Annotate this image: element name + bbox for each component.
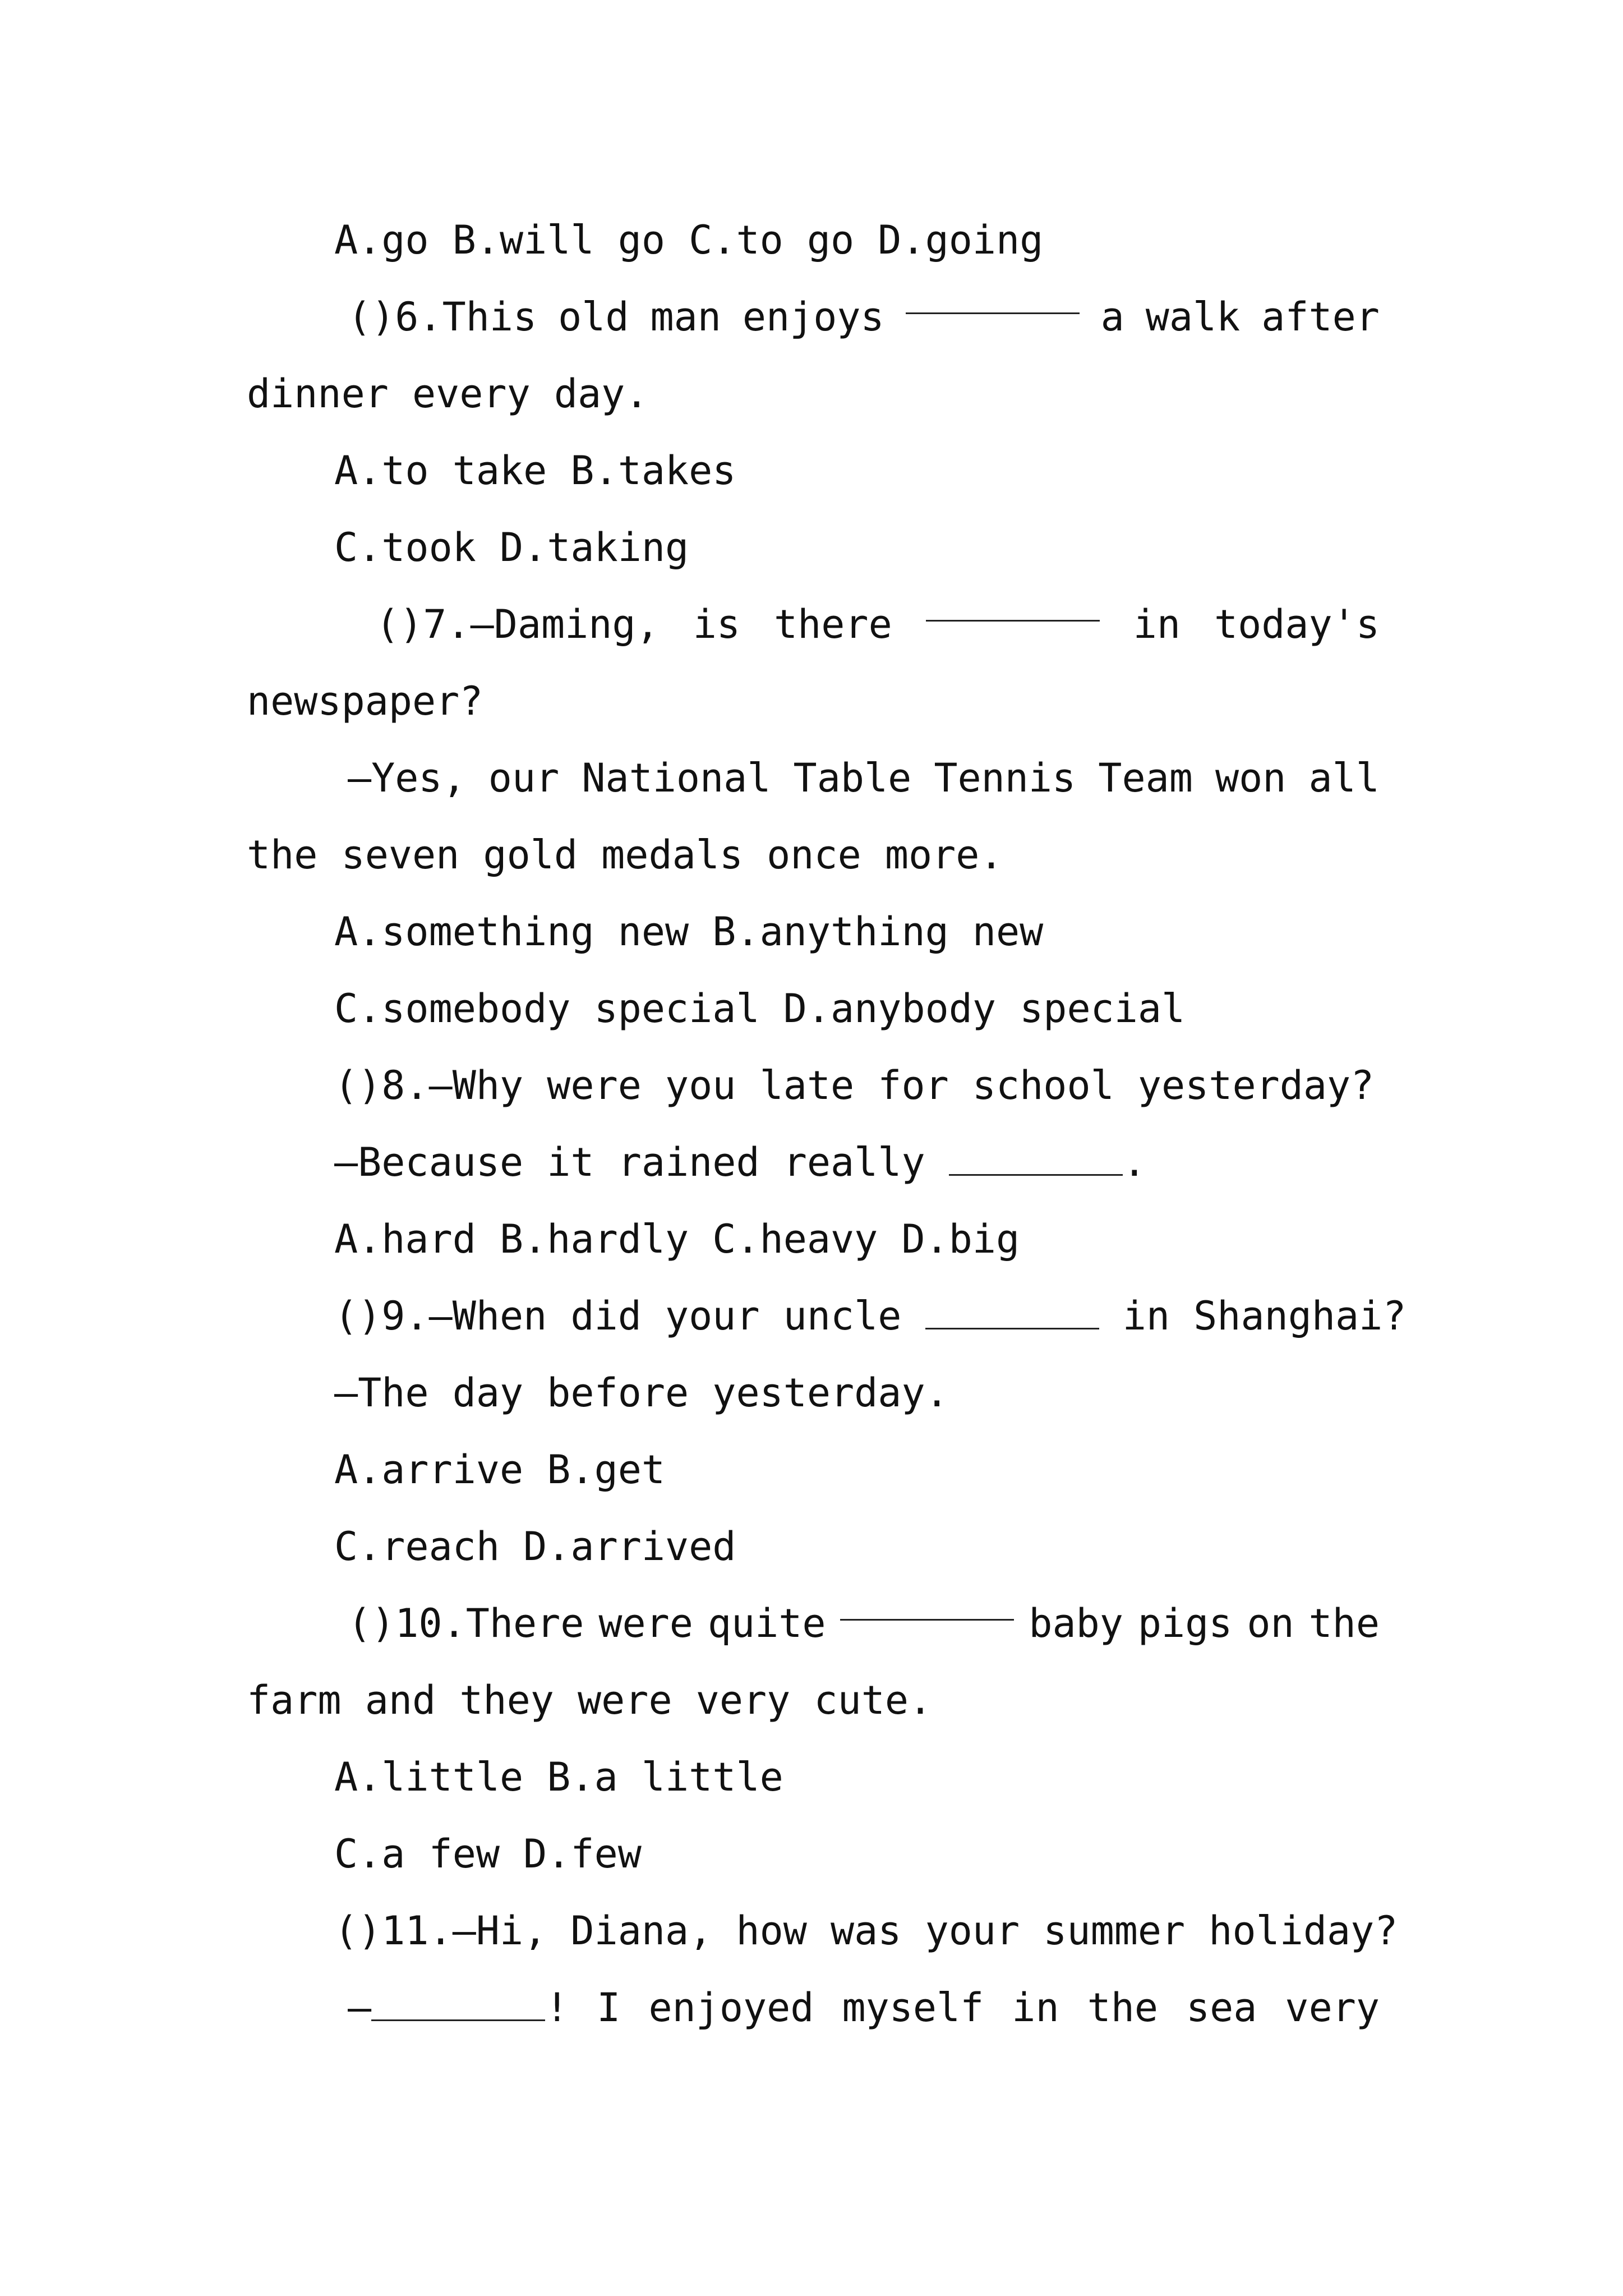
answer-blank[interactable]: [926, 586, 1100, 622]
question-7-reply-continued: the seven gold medals once more.: [247, 832, 1003, 878]
answer-blank[interactable]: [949, 1140, 1123, 1176]
word: enjoys: [742, 294, 884, 340]
question-7-line: [247, 586, 1380, 663]
question-9-options-ab: A.arrive B.get: [334, 1447, 666, 1493]
word: the: [1308, 1600, 1380, 1646]
word: man: [650, 294, 721, 340]
answer-blank[interactable]: [925, 1294, 1099, 1329]
word: is: [693, 601, 741, 647]
question-10-continued: farm and they were very cute.: [247, 1677, 933, 1723]
question-9-line: [247, 1278, 1407, 1355]
word: on: [1247, 1600, 1294, 1646]
word: ()6.This: [348, 294, 537, 340]
word: walk: [1145, 294, 1241, 340]
word: quite: [707, 1600, 826, 1646]
question-9-reply: —The day before yesterday.: [334, 1370, 949, 1416]
question-7-continued: newspaper?: [247, 678, 483, 724]
word: won: [1215, 755, 1287, 801]
answer-blank[interactable]: [371, 1986, 545, 2021]
question-8-options: A.hard B.hardly C.heavy D.big: [334, 1216, 1020, 1262]
question-10-options-ab: A.little B.a little: [334, 1754, 783, 1800]
word: were: [598, 1600, 693, 1646]
question-8-reply: [247, 1124, 1380, 1201]
question-9-options-cd: C.reach D.arrived: [334, 1524, 736, 1570]
word: old: [558, 294, 629, 340]
word: there: [774, 601, 892, 647]
word: pigs: [1137, 1600, 1233, 1646]
word: myself: [842, 1985, 984, 2031]
question-11-reply: [247, 1970, 1380, 2046]
word: — !: [348, 1985, 569, 2031]
question-8-line: ()8.—Why were you late for school yesterday?: [334, 1062, 1375, 1108]
word: a: [1100, 294, 1124, 340]
question-10-line: [247, 1585, 1380, 1662]
question-11-line: ()11.—Hi, Diana, how was your summer holiday?: [334, 1908, 1398, 1954]
word: after: [1261, 294, 1380, 340]
word: Tennis: [934, 755, 1076, 801]
word: baby: [1029, 1600, 1123, 1646]
options-line: A.go B.will go C.to go D.going: [334, 217, 1044, 263]
word: I: [597, 1985, 621, 2031]
word: National: [582, 755, 771, 801]
question-7-reply: [247, 740, 1380, 817]
word: ()7.—Daming,: [376, 601, 660, 647]
text: ()9.—When did your uncle: [334, 1293, 925, 1339]
question-6-line: [247, 279, 1380, 356]
word: Team: [1098, 755, 1193, 801]
word: enjoyed: [648, 1985, 814, 2031]
text: in Shanghai?: [1099, 1293, 1407, 1339]
word: today's: [1214, 601, 1380, 647]
word: in: [1133, 601, 1181, 647]
word: —Yes,: [348, 755, 466, 801]
word: ()10.There: [348, 1600, 584, 1646]
word: in: [1012, 1985, 1059, 2031]
question-7-options-cd: C.somebody special D.anybody special: [334, 986, 1186, 1032]
answer-blank[interactable]: [840, 1585, 1014, 1621]
answer-blank[interactable]: [906, 279, 1080, 314]
word: sea: [1186, 1985, 1257, 2031]
text: —Because it rained really: [334, 1139, 949, 1185]
text: .: [1122, 1139, 1146, 1185]
word: Table: [793, 755, 912, 801]
question-6-options-ab: A.to take B.takes: [334, 448, 736, 494]
word: our: [488, 755, 560, 801]
question-text: [247, 202, 1407, 2046]
word: the: [1087, 1985, 1159, 2031]
word: all: [1308, 755, 1380, 801]
question-6-options-cd: C.took D.taking: [334, 524, 689, 570]
word: very: [1285, 1985, 1380, 2031]
question-7-options-ab: A.something new B.anything new: [334, 909, 1044, 955]
question-10-options-cd: C.a few D.few: [334, 1831, 642, 1877]
question-6-continued: dinner every day.: [247, 371, 649, 417]
